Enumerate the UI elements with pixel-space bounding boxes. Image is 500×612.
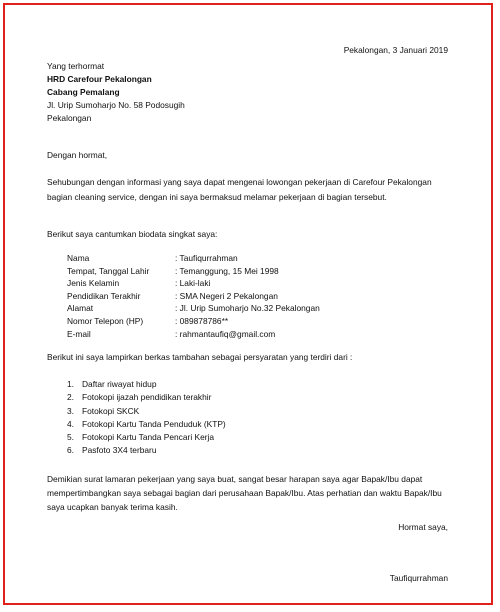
letter-date: Pekalongan, 3 Januari 2019 <box>343 45 448 55</box>
closing-salutation: Hormat saya, <box>398 522 448 532</box>
opening-paragraph: Sehubungan dengan informasi yang saya dapat mengenai lowongan pekerjaan di Carefour Pekalongan bagian cleaning service, dengan ini saya bermaksud melamar pekerjaan di bagian tersebut. <box>47 177 432 202</box>
list-item-number: 3. <box>67 405 74 416</box>
biodata-key: Pendidikan Terakhir <box>67 290 141 301</box>
biodata-key: Tempat, Tanggal Lahir <box>67 265 150 276</box>
biodata-intro: Berikut saya cantumkan biodata singkat saya: <box>47 229 218 239</box>
biodata-value: : Temanggung, 15 Mei 1998 <box>175 265 279 276</box>
list-item-number: 5. <box>67 432 74 443</box>
biodata-value: : rahmantaufiq@gmail.com <box>175 328 276 339</box>
biodata-key: E-mail <box>67 328 91 339</box>
biodata-value: : SMA Negeri 2 Pekalongan <box>175 290 278 301</box>
attachments-intro: Berikut ini saya lampirkan berkas tambahan sebagai persyaratan yang terdiri dari : <box>47 352 353 362</box>
biodata-key: Jenis Kelamin <box>67 278 120 289</box>
list-item-text: Fotokopi SKCK <box>82 405 140 416</box>
recipient-salutation: Yang terhormat <box>47 61 105 71</box>
recipient-city: Pekalongan <box>47 113 92 123</box>
closing-paragraph: Demikian surat lamaran pekerjaan yang saya buat, sangat besar harapan saya agar Bapak/Ibu dapat mempertimbangkan saya sebagai bagian dari perusahaan Bapak/Ibu. Atas perhatian dan waktu Bapak/Ibu saya ucapkan banyak terima kasih. <box>47 474 442 513</box>
greeting: Dengan hormat, <box>47 150 108 160</box>
biodata-value: : Laki-laki <box>175 278 211 289</box>
recipient-block <box>47 60 185 125</box>
recipient-branch: Cabang Pemalang <box>47 87 120 97</box>
biodata-value: : 089878786** <box>175 315 229 326</box>
list-item-text: Fotokopi ijazah pendidikan terakhir <box>82 392 212 403</box>
signature-name: Taufiqurrahman <box>389 573 448 583</box>
recipient-street: Jl. Urip Sumoharjo No. 58 Podosugih <box>47 100 185 110</box>
list-item-text: Fotokopi Kartu Tanda Pencari Kerja <box>82 432 215 443</box>
list-item-text: Daftar riwayat hidup <box>82 379 157 389</box>
list-item-number: 1. <box>67 379 74 389</box>
biodata-key: Alamat <box>67 303 94 314</box>
biodata-key: Nama <box>67 253 90 263</box>
biodata-value: : Taufiqurrahman <box>175 253 238 263</box>
list-item-text: Pasfoto 3X4 terbaru <box>82 445 157 456</box>
list-item-text: Fotokopi Kartu Tanda Penduduk (KTP) <box>82 418 226 429</box>
list-item-number: 4. <box>67 418 74 429</box>
recipient-name: HRD Carefour Pekalongan <box>47 74 152 84</box>
biodata-value: : Jl. Urip Sumoharjo No.32 Pekalongan <box>175 303 320 314</box>
list-item-number: 2. <box>67 392 74 403</box>
list-item-number: 6. <box>67 445 74 456</box>
biodata-key: Nomor Telepon (HP) <box>67 315 144 326</box>
